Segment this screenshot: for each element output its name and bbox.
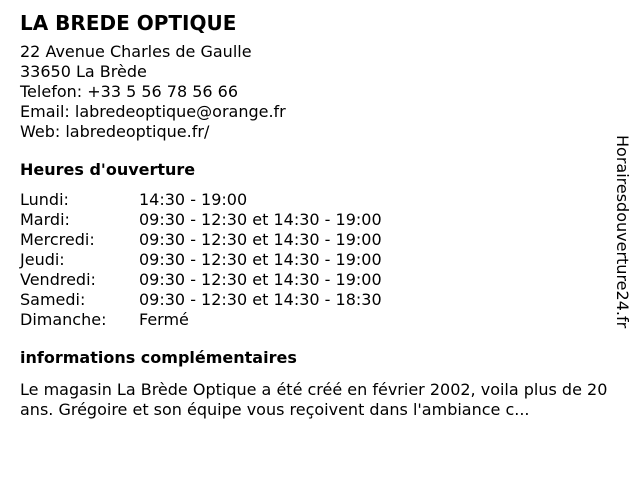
contact-block <box>20 42 620 142</box>
info-title: informations complémentaires <box>20 348 297 367</box>
hours-table <box>20 190 620 330</box>
hours-row-jeudi <box>20 250 620 270</box>
day-label: Dimanche: <box>20 310 107 329</box>
day-hours: 09:30 - 12:30 et 14:30 - 19:00 <box>139 270 382 289</box>
hours-row-vendredi <box>20 270 620 290</box>
day-label: Samedi: <box>20 290 86 309</box>
hours-row-lundi <box>20 190 620 210</box>
business-card <box>20 10 620 420</box>
hours-title: Heures d'ouverture <box>20 160 196 179</box>
day-label: Mardi: <box>20 210 70 229</box>
hours-row-samedi <box>20 290 620 310</box>
day-hours: 09:30 - 12:30 et 14:30 - 19:00 <box>139 250 382 269</box>
day-label: Jeudi: <box>20 250 65 269</box>
day-label: Mercredi: <box>20 230 95 249</box>
day-hours: Fermé <box>139 310 189 329</box>
hours-row-dimanche <box>20 310 620 330</box>
site-watermark: Horairesdouverture24.fr <box>613 135 632 329</box>
business-name: LA BREDE OPTIQUE <box>20 11 237 35</box>
day-hours: 14:30 - 19:00 <box>139 190 248 209</box>
day-label: Vendredi: <box>20 270 96 289</box>
hours-row-mercredi <box>20 230 620 250</box>
day-hours: 09:30 - 12:30 et 14:30 - 19:00 <box>139 210 382 229</box>
day-label: Lundi: <box>20 190 69 209</box>
address-street: 22 Avenue Charles de Gaulle <box>20 42 252 61</box>
hours-row-mardi <box>20 210 620 230</box>
web-line: Web: labredeoptique.fr/ <box>20 122 210 141</box>
phone-line: Telefon: +33 5 56 78 56 66 <box>20 82 239 101</box>
email-line: Email: labredeoptique@orange.fr <box>20 102 286 121</box>
address-city: 33650 La Brède <box>20 62 147 81</box>
day-hours: 09:30 - 12:30 et 14:30 - 18:30 <box>139 290 382 309</box>
day-hours: 09:30 - 12:30 et 14:30 - 19:00 <box>139 230 382 249</box>
info-description: Le magasin La Brède Optique a été créé en février 2002, voila plus de 20 ans. Grégoire et son équipe vous reçoivent dans l'ambiance c... <box>20 380 608 419</box>
